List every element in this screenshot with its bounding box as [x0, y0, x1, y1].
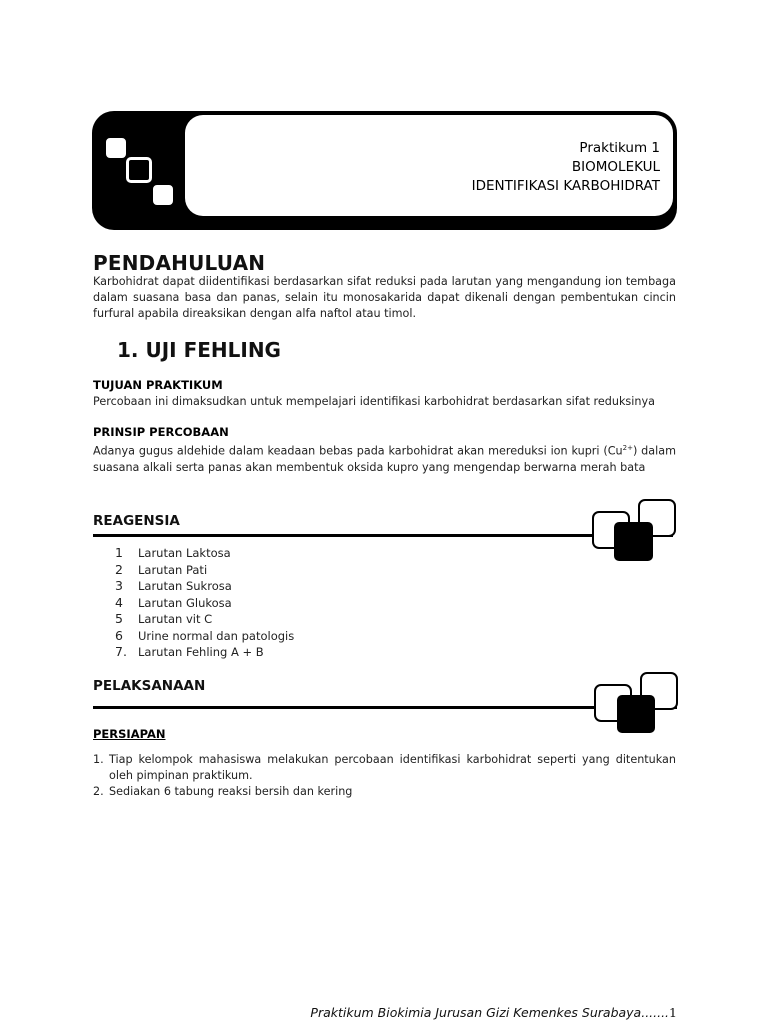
section-title: UJI FEHLING: [145, 338, 281, 362]
reagensia-list: [115, 545, 294, 661]
tujuan-text: Percobaan ini dimaksudkan untuk mempelajari identifikasi karbohidrat berdasarkan sifat reduksinya: [93, 395, 655, 408]
list-item: 1 Larutan Laktosa: [115, 545, 231, 560]
title-line-2: BIOMOLEKUL: [571, 159, 660, 175]
title-line-3: IDENTIFIKASI KARBOHIDRAT: [471, 178, 660, 194]
prinsip-text-part1: Adanya gugus aldehide dalam keadaan bebas pada karbohidrat akan mereduksi ion kupri (Cu: [93, 444, 623, 458]
intro-heading: PENDAHULUAN: [93, 251, 266, 275]
list-item: 4 Larutan Glukosa: [115, 594, 232, 610]
persiapan-heading: PERSIAPAN: [93, 727, 166, 741]
prinsip-heading: PRINSIP PERCOBAAN: [93, 425, 229, 439]
list-item: 2. Sediakan 6 tabung reaksi bersih dan kering: [93, 785, 353, 798]
prinsip-superscript: 2+: [622, 444, 633, 452]
footer-dots: .......: [641, 1005, 670, 1020]
section-heading: [117, 338, 281, 362]
list-item: 3 Larutan Sukrosa: [115, 578, 232, 593]
tujuan-heading: TUJUAN PRAKTIKUM: [93, 378, 223, 392]
footer-text: Praktikum Biokimia Jurusan Gizi Kemenkes Surabaya: [310, 1005, 642, 1020]
list-item: 7. Larutan Fehling A + B: [115, 644, 264, 659]
page-footer: [310, 1005, 677, 1020]
prinsip-text: [93, 440, 676, 476]
title-line-1: Praktikum 1: [579, 140, 660, 156]
pelaksanaan-divider: [93, 706, 677, 709]
list-item: 5 Larutan vit C: [115, 611, 213, 626]
list-item: 1. Tiap kelompok mahasiswa melakukan percobaan identifikasi karbohidrat seperti yang ditentukan oleh pimpinan praktikum.: [93, 753, 676, 782]
list-item: 6 Urine normal dan patologis: [115, 627, 295, 643]
persiapan-steps: [93, 752, 676, 800]
list-item: 2 Larutan Pati: [115, 561, 208, 577]
pelaksanaan-heading: PELAKSANAAN: [93, 678, 206, 694]
intro-paragraph: Karbohidrat dapat diidentifikasi berdasarkan sifat reduksi pada larutan yang mengandung ion tembaga dalam suasana basa dan panas, selain itu monosakarida dapat dikenali dengan pembentukan cincin furfural apabila direaksikan dengan alfa naftol atau timol.: [93, 275, 676, 320]
section-number: 1.: [117, 338, 139, 362]
page-title: [472, 139, 660, 196]
prinsip-text-part2: ) dalam suasana alkali serta panas akan membentuk oksida kupro yang mengendap berwarna merah bata: [93, 444, 676, 474]
reagensia-heading: REAGENSIA: [93, 513, 180, 529]
page-number: 1: [669, 1005, 677, 1020]
reagensia-divider: [93, 534, 673, 537]
